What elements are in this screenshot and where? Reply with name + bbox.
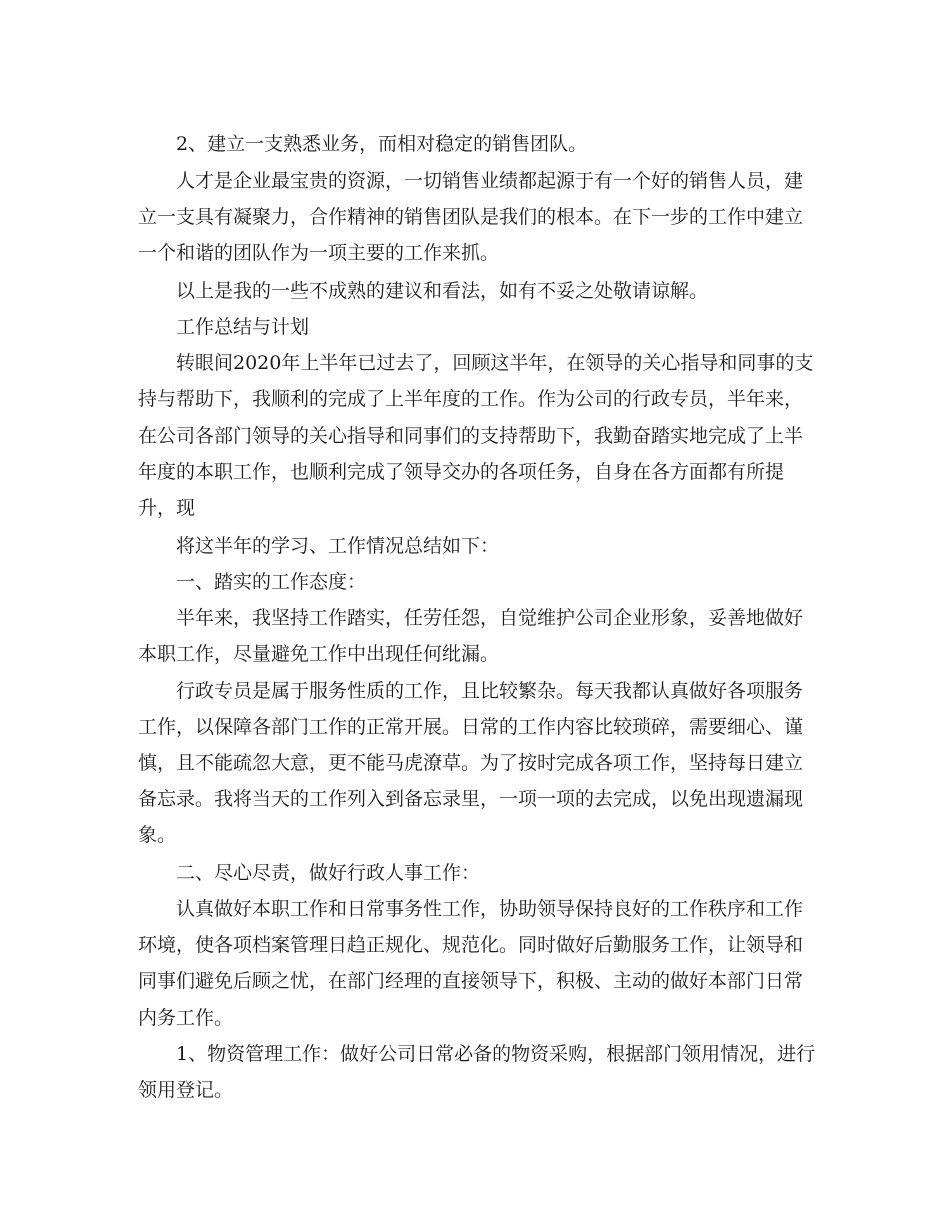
text-line: 在公司各部门领导的关心指导和同事们的支持帮助下，我勤奋踏实地完成了上半 bbox=[138, 425, 804, 447]
text-line: 一、踏实的工作态度： bbox=[138, 571, 367, 593]
text-line: 持与帮助下，我顺利的完成了上半年度的工作。作为公司的行政专员，半年来， bbox=[138, 388, 804, 410]
text-line: 同事们避免后顾之忧，在部门经理的直接领导下，积极、主动的做好本部门日常 bbox=[138, 970, 804, 992]
text-line: 将这半年的学习、工作情况总结如下： bbox=[138, 535, 500, 557]
text-line: 半年来，我坚持工作踏实，任劳任怨，自觉维护公司企业形象，妥善地做好 bbox=[138, 607, 804, 629]
text-line: 立一支具有凝聚力，合作精神的销售团队是我们的根本。在下一步的工作中建立 bbox=[138, 206, 804, 228]
text-line: 本职工作，尽量避免工作中出现任何纰漏。 bbox=[138, 643, 500, 665]
text-line: 人才是企业最宝贵的资源，一切销售业绩都起源于有一个好的销售人员，建 bbox=[138, 170, 804, 192]
text-line: 一个和谐的团队作为一项主要的工作来抓。 bbox=[138, 242, 500, 264]
text-line: 转眼间2020年上半年已过去了，回顾这半年，在领导的关心指导和同事的支 bbox=[138, 352, 814, 374]
text-line: 领用登记。 bbox=[138, 1079, 234, 1101]
text-line: 内务工作。 bbox=[138, 1007, 234, 1029]
text-line: 慎，且不能疏忽大意，更不能马虎潦草。为了按时完成各项工作，坚持每日建立 bbox=[138, 752, 804, 774]
text-line: 2、建立一支熟悉业务，而相对稳定的销售团队。 bbox=[138, 133, 588, 155]
text-line: 行政专员是属于服务性质的工作，且比较繁杂。每天我都认真做好各项服务 bbox=[138, 680, 804, 702]
text-line: 以上是我的一些不成熟的建议和看法，如有不妥之处敬请谅解。 bbox=[138, 280, 709, 302]
text-line: 工作，以保障各部门工作的正常开展。日常的工作内容比较琐碎，需要细心、谨 bbox=[138, 716, 804, 738]
text-line: 工作总结与计划 bbox=[138, 316, 310, 338]
text-line: 认真做好本职工作和日常事务性工作，协助领导保持良好的工作秩序和工作 bbox=[138, 898, 804, 920]
text-line: 备忘录。我将当天的工作列入到备忘录里，一项一项的去完成，以免出现遗漏现 bbox=[138, 788, 804, 810]
text-line: 升，现 bbox=[138, 497, 196, 519]
text-line: 二、尽心尽责，做好行政人事工作： bbox=[138, 862, 481, 884]
text-line: 1、物资管理工作：做好公司日常必备的物资采购，根据部门领用情况，进行 bbox=[138, 1043, 816, 1065]
text-line: 环境，使各项档案管理日趋正规化、规范化。同时做好后勤服务工作，让领导和 bbox=[138, 934, 804, 956]
text-line: 年度的本职工作，也顺利完成了领导交办的各项任务，自身在各方面都有所提 bbox=[138, 461, 785, 483]
text-line: 象。 bbox=[138, 824, 177, 846]
